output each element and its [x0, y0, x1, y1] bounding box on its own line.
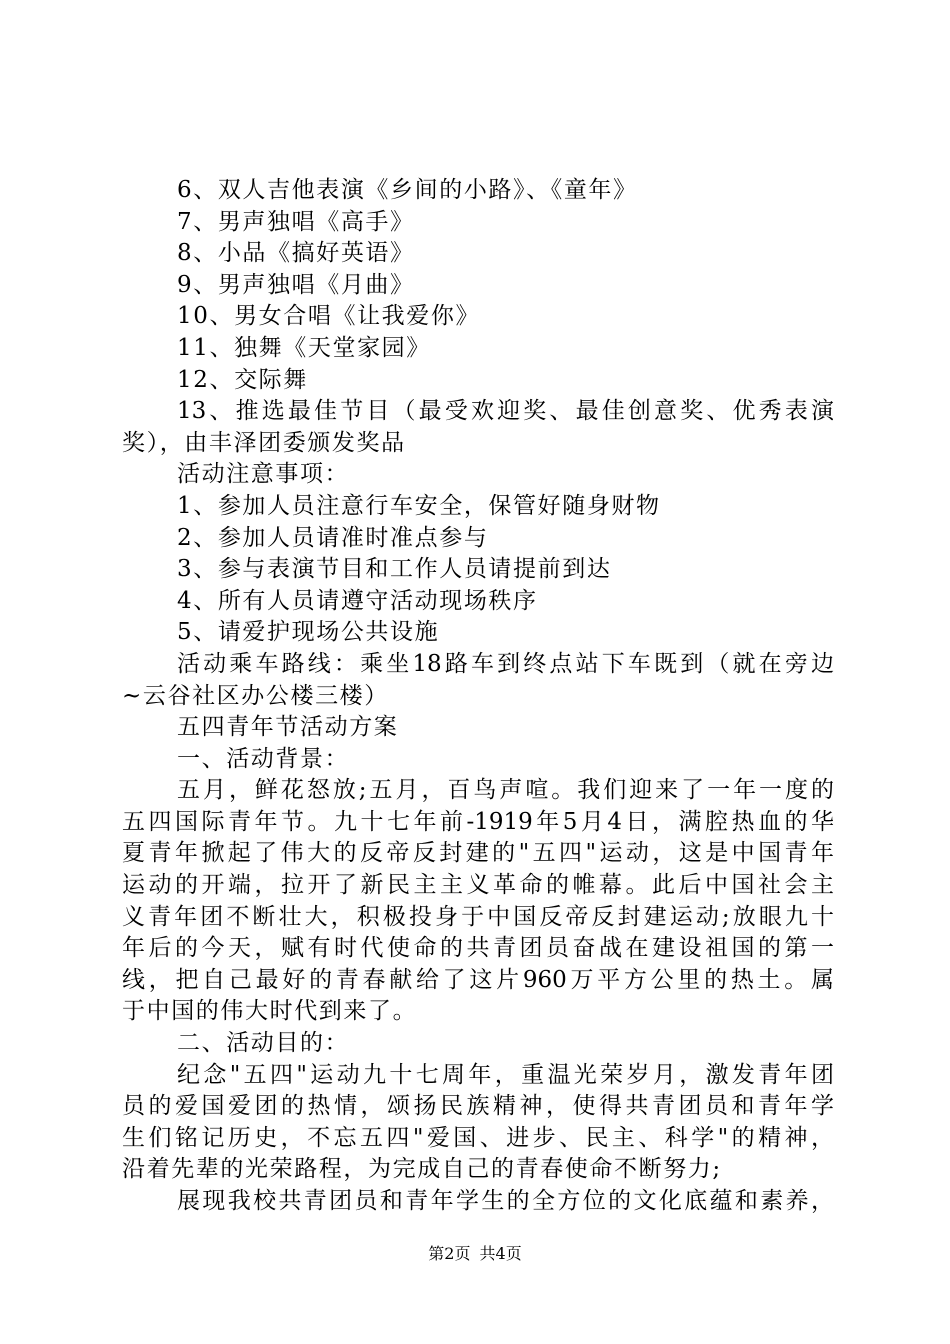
- page-footer: [0, 1244, 950, 1264]
- text-line: 6、双人吉他表演《乡间的小路》、《童年》: [177, 177, 638, 203]
- text-line: 9、男声独唱《月曲》: [177, 271, 415, 298]
- text-line: 五月，鲜花怒放;五月，百鸟声喧。我们迎来了一年一度的: [177, 777, 834, 804]
- text-line: 于中国的伟大时代到来了。: [122, 998, 418, 1025]
- text-line: 一、活动背景：: [177, 745, 350, 772]
- page-total: 共4页: [479, 1244, 522, 1263]
- text-line: 二、活动目的：: [177, 1030, 350, 1057]
- text-line: 五四青年节活动方案: [177, 714, 399, 741]
- text-line: 12、交际舞: [177, 366, 308, 393]
- text-line: 年后的今天，赋有时代使命的共青团员奋战在建设祖国的第一: [122, 935, 834, 962]
- text-line: 运动的开端，拉开了新民主主义革命的帷幕。此后中国社会主: [122, 872, 834, 899]
- text-line: 沿着先辈的光荣路程，为完成自己的青春使命不断努力;: [122, 1156, 722, 1183]
- text-line: 8、小品《搞好英语》: [177, 240, 415, 267]
- text-line: 员的爱国爱团的热情，颂扬民族精神，使得共青团员和青年学: [122, 1093, 834, 1120]
- text-line: 活动乘车路线：乘坐18路车到终点站下车既到（就在旁边: [177, 650, 834, 677]
- document-body: [122, 175, 834, 1218]
- text-line: 五四国际青年节。九十七年前-1919年5月4日，满腔热血的华: [122, 808, 834, 835]
- text-line: 10、男女合唱《让我爱你》: [177, 303, 481, 330]
- text-line: 纪念"五四"运动九十七周年，重温光荣岁月，激发青年团: [177, 1061, 834, 1088]
- text-line: 3、参与表演节目和工作人员请提前到达: [177, 556, 612, 583]
- text-line: ~云谷社区办公楼三楼）: [122, 682, 389, 709]
- text-line: 夏青年掀起了伟大的反帝反封建的"五四"运动，这是中国青年: [122, 840, 834, 867]
- text-line: 1、参加人员注意行车安全，保管好随身财物: [177, 492, 661, 519]
- text-line: 奖），由丰泽团委颁发奖品: [122, 429, 406, 456]
- text-line: 活动注意事项：: [177, 461, 350, 488]
- text-line: 7、男声独唱《高手》: [177, 208, 415, 235]
- text-line: 展现我校共青团员和青年学生的全方位的文化底蕴和素养，: [177, 1188, 834, 1214]
- text-line: 5、请爱护现场公共设施: [177, 619, 440, 646]
- text-line: 4、所有人员请遵守活动现场秩序: [177, 587, 538, 614]
- page-number: 第2页: [428, 1244, 471, 1263]
- text-line: 义青年团不断壮大，积极投身于中国反帝反封建运动;放眼九十: [122, 903, 834, 930]
- text-line: 2、参加人员请准时准点参与: [177, 524, 489, 551]
- text-line: 13、推选最佳节目（最受欢迎奖、最佳创意奖、优秀表演: [177, 398, 834, 425]
- text-line: 11、独舞《天堂家园》: [177, 334, 431, 361]
- text-line: 线，把自己最好的青春献给了这片960万平方公里的热土。属: [122, 966, 834, 993]
- text-line: 生们铭记历史，不忘五四"爱国、进步、民主、科学"的精神，: [122, 1124, 834, 1151]
